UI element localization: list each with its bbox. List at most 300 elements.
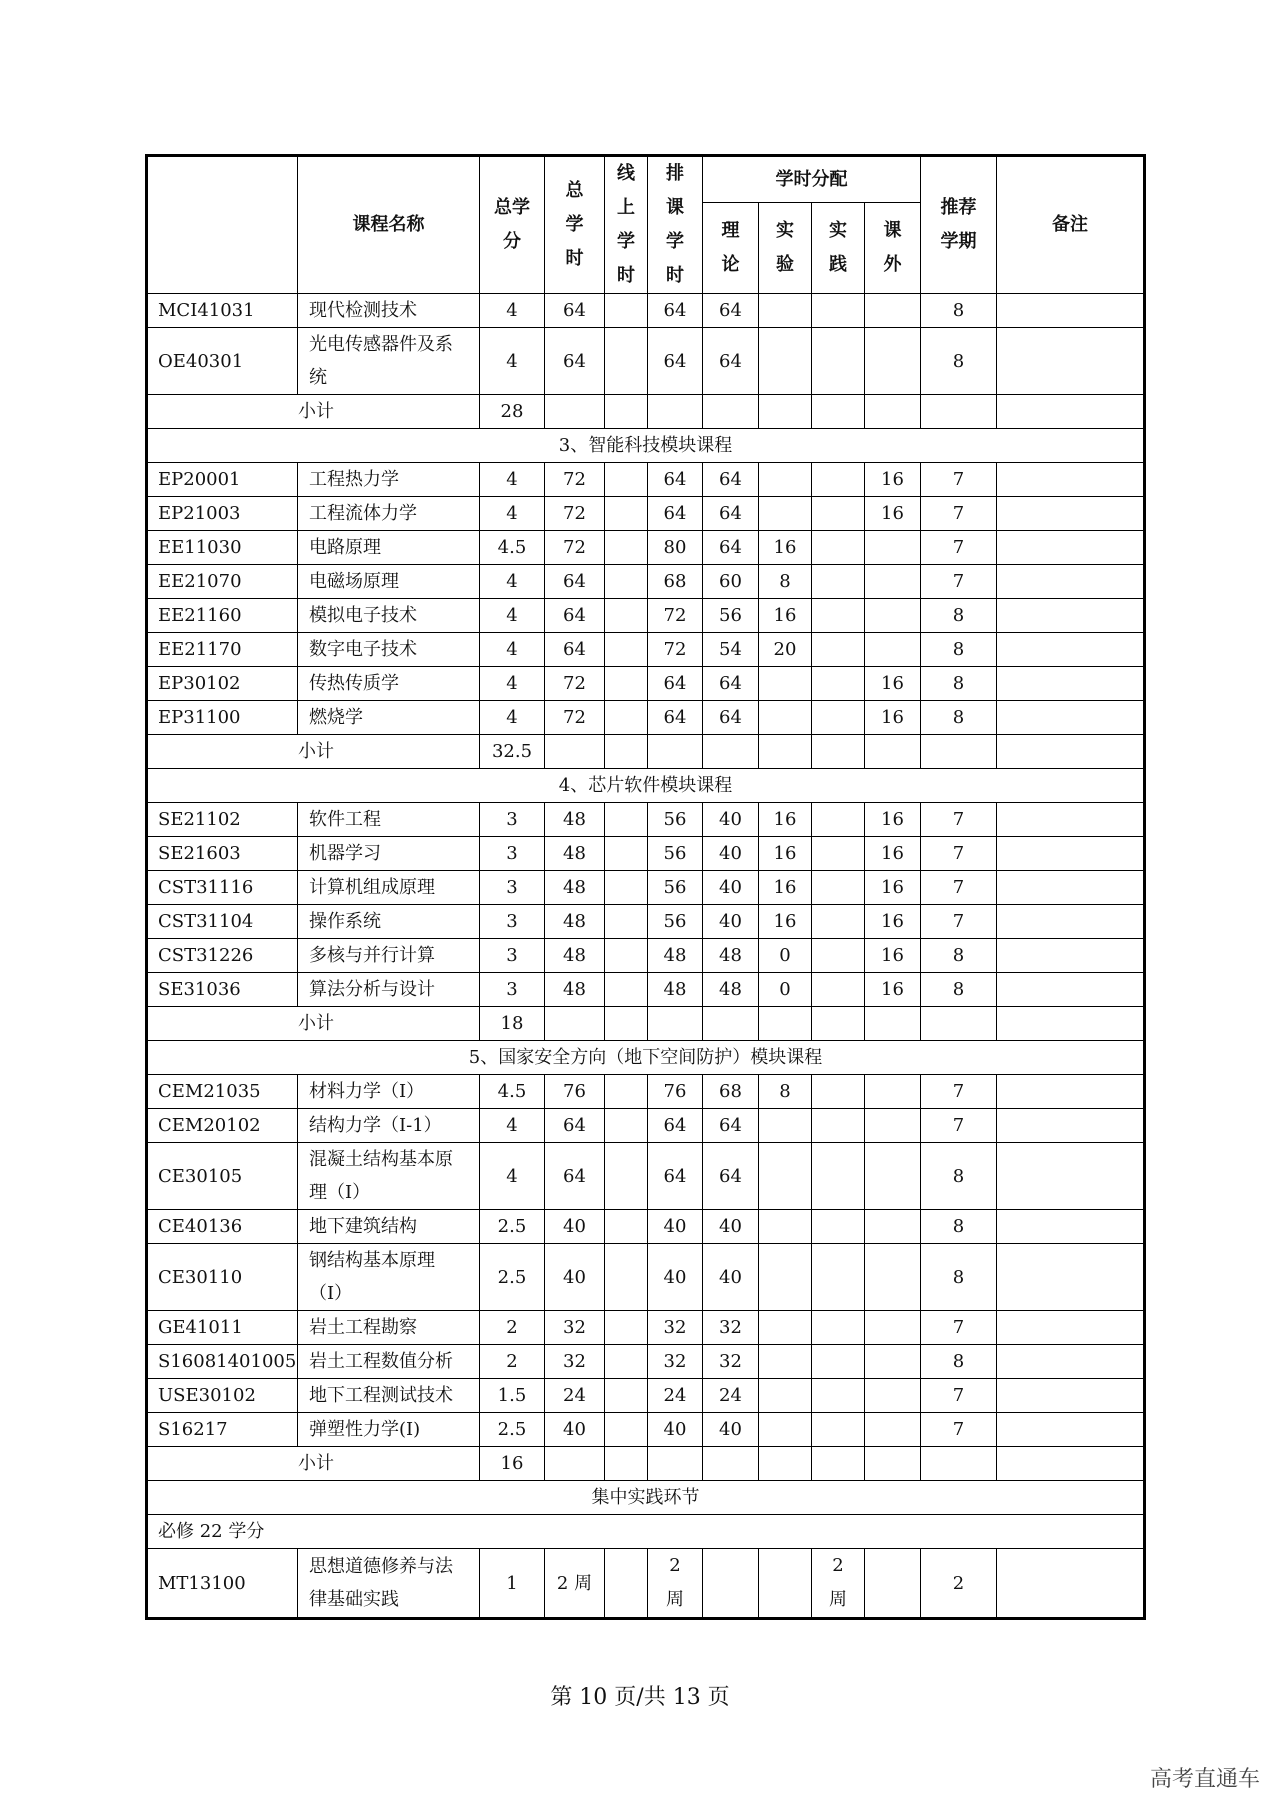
scheduled-hours-cell xyxy=(648,1549,703,1619)
semester-cell: 7 xyxy=(921,837,997,871)
empty-cell xyxy=(545,1447,605,1481)
extracurricular-cell xyxy=(865,1379,921,1413)
experiment-cell xyxy=(759,1143,812,1210)
scheduled-hours-cell: 64 xyxy=(648,294,703,328)
empty-cell xyxy=(545,1007,605,1041)
remarks-cell xyxy=(997,1549,1145,1619)
online-hours-cell xyxy=(605,328,648,395)
semester-cell: 7 xyxy=(921,1311,997,1345)
course-name: 工程热力学 xyxy=(298,463,480,497)
credits-cell: 2.5 xyxy=(480,1244,545,1311)
theory-cell: 48 xyxy=(703,973,759,1007)
empty-cell xyxy=(703,735,759,769)
subtotal-label: 小计 xyxy=(147,395,480,429)
experiment-cell xyxy=(759,1210,812,1244)
credits-cell: 4 xyxy=(480,497,545,531)
course-name: 多核与并行计算 xyxy=(298,939,480,973)
scheduled-hours-cell: 72 xyxy=(648,599,703,633)
semester-cell: 7 xyxy=(921,1109,997,1143)
scheduled-hours-cell: 48 xyxy=(648,939,703,973)
semester-cell: 8 xyxy=(921,939,997,973)
remarks-cell xyxy=(997,939,1145,973)
semester-cell: 8 xyxy=(921,294,997,328)
experiment-cell: 8 xyxy=(759,1075,812,1109)
remarks-cell xyxy=(997,1345,1145,1379)
scheduled-hours-cell: 64 xyxy=(648,701,703,735)
scheduled-hours-cell-line: 2 xyxy=(669,1555,681,1576)
credits-cell: 3 xyxy=(480,837,545,871)
experiment-cell xyxy=(759,1413,812,1447)
semester-cell: 7 xyxy=(921,905,997,939)
table-row xyxy=(147,1413,1145,1447)
subtotal-label: 小计 xyxy=(147,735,480,769)
course-code: CEM21035 xyxy=(147,1075,298,1109)
remarks-cell xyxy=(997,1379,1145,1413)
credits-cell: 4.5 xyxy=(480,531,545,565)
semester-cell: 8 xyxy=(921,701,997,735)
remarks-cell xyxy=(997,1075,1145,1109)
table-row xyxy=(147,328,1145,395)
experiment-cell xyxy=(759,701,812,735)
credits-cell: 4 xyxy=(480,328,545,395)
section-title: 3、智能科技模块课程 xyxy=(147,429,1145,463)
course-code: EE21070 xyxy=(147,565,298,599)
credits-cell: 4.5 xyxy=(480,1075,545,1109)
course-code: EP30102 xyxy=(147,667,298,701)
table-row xyxy=(147,1075,1145,1109)
online-hours-cell xyxy=(605,463,648,497)
theory-cell: 56 xyxy=(703,599,759,633)
semester-cell: 8 xyxy=(921,1210,997,1244)
semester-cell: 7 xyxy=(921,463,997,497)
online-hours-cell xyxy=(605,667,648,701)
credits-cell: 4 xyxy=(480,1143,545,1210)
experiment-cell: 16 xyxy=(759,905,812,939)
empty-cell xyxy=(759,1007,812,1041)
course-name-line: 思想道德修养与法 xyxy=(309,1556,453,1577)
empty-cell xyxy=(648,1447,703,1481)
practice-cell xyxy=(812,599,865,633)
semester-cell: 8 xyxy=(921,973,997,1007)
scheduled-hours-cell: 76 xyxy=(648,1075,703,1109)
extracurricular-cell xyxy=(865,1109,921,1143)
scheduled-hours-cell: 56 xyxy=(648,803,703,837)
course-name-line: 混凝土结构基本原 xyxy=(309,1149,453,1170)
experiment-cell: 8 xyxy=(759,565,812,599)
theory-cell: 64 xyxy=(703,294,759,328)
scheduled-hours-cell: 56 xyxy=(648,837,703,871)
total-hours-cell: 2 周 xyxy=(545,1549,605,1619)
practice-cell xyxy=(812,803,865,837)
scheduled-hours-cell: 40 xyxy=(648,1413,703,1447)
theory-cell: 40 xyxy=(703,1244,759,1311)
practice-cell xyxy=(812,667,865,701)
course-code: GE41011 xyxy=(147,1311,298,1345)
course-name: 地下建筑结构 xyxy=(298,1210,480,1244)
total-hours-cell: 72 xyxy=(545,497,605,531)
semester-cell: 7 xyxy=(921,565,997,599)
theory-cell: 60 xyxy=(703,565,759,599)
course-code: SE21102 xyxy=(147,803,298,837)
course-code: MT13100 xyxy=(147,1549,298,1619)
online-hours-cell xyxy=(605,531,648,565)
remarks-cell xyxy=(997,497,1145,531)
credits-cell: 3 xyxy=(480,973,545,1007)
table-row xyxy=(147,1109,1145,1143)
subtotal-credits: 32.5 xyxy=(480,735,545,769)
table-row xyxy=(147,1311,1145,1345)
scheduled-hours-cell: 32 xyxy=(648,1345,703,1379)
course-name: 弹塑性力学(I) xyxy=(298,1413,480,1447)
empty-cell xyxy=(921,735,997,769)
empty-cell xyxy=(605,1007,648,1041)
credits-cell: 3 xyxy=(480,871,545,905)
empty-cell xyxy=(703,395,759,429)
scheduled-hours-cell: 64 xyxy=(648,497,703,531)
course-name: 岩土工程数值分析 xyxy=(298,1345,480,1379)
online-hours-cell xyxy=(605,1549,648,1619)
credits-cell: 3 xyxy=(480,803,545,837)
header-theory: 理论 xyxy=(703,203,759,294)
practice-cell xyxy=(812,1143,865,1210)
course-name: 材料力学（I） xyxy=(298,1075,480,1109)
remarks-cell xyxy=(997,565,1145,599)
empty-cell xyxy=(865,1007,921,1041)
online-hours-cell xyxy=(605,565,648,599)
course-name: 地下工程测试技术 xyxy=(298,1379,480,1413)
theory-cell: 64 xyxy=(703,667,759,701)
remarks-cell xyxy=(997,837,1145,871)
total-hours-cell: 64 xyxy=(545,633,605,667)
scheduled-hours-cell: 24 xyxy=(648,1379,703,1413)
theory-cell: 64 xyxy=(703,531,759,565)
experiment-cell: 16 xyxy=(759,599,812,633)
table-row xyxy=(147,599,1145,633)
theory-cell: 48 xyxy=(703,939,759,973)
course-name: 电磁场原理 xyxy=(298,565,480,599)
practice-cell xyxy=(812,1075,865,1109)
theory-cell: 40 xyxy=(703,803,759,837)
practice-cell xyxy=(812,1549,865,1619)
total-hours-cell: 48 xyxy=(545,837,605,871)
course-name-line: （I） xyxy=(309,1283,353,1304)
extracurricular-cell xyxy=(865,1244,921,1311)
course-code: S16217 xyxy=(147,1413,298,1447)
extracurricular-cell xyxy=(865,599,921,633)
empty-cell xyxy=(812,1007,865,1041)
semester-cell: 7 xyxy=(921,1075,997,1109)
course-name: 燃烧学 xyxy=(298,701,480,735)
practice-cell xyxy=(812,565,865,599)
page-number: 第 10 页/共 13 页 xyxy=(550,1685,730,1710)
theory-cell: 54 xyxy=(703,633,759,667)
scheduled-hours-cell: 64 xyxy=(648,463,703,497)
table-row xyxy=(147,871,1145,905)
experiment-cell xyxy=(759,1345,812,1379)
extracurricular-cell xyxy=(865,1311,921,1345)
total-hours-cell: 40 xyxy=(545,1210,605,1244)
experiment-cell xyxy=(759,497,812,531)
course-code: CST31116 xyxy=(147,871,298,905)
theory-cell: 64 xyxy=(703,701,759,735)
experiment-cell xyxy=(759,463,812,497)
remarks-cell xyxy=(997,701,1145,735)
online-hours-cell xyxy=(605,633,648,667)
extracurricular-cell: 16 xyxy=(865,701,921,735)
course-code: SE21603 xyxy=(147,837,298,871)
table-row xyxy=(147,1379,1145,1413)
table-row xyxy=(147,905,1145,939)
course-name: 岩土工程勘察 xyxy=(298,1311,480,1345)
extracurricular-cell: 16 xyxy=(865,939,921,973)
subtotal-row xyxy=(147,1007,1145,1041)
section-row xyxy=(147,1481,1145,1515)
total-hours-cell: 76 xyxy=(545,1075,605,1109)
header-practice: 实践 xyxy=(812,203,865,294)
table-row xyxy=(147,803,1145,837)
remarks-cell xyxy=(997,599,1145,633)
course-name xyxy=(298,1143,480,1210)
semester-cell: 7 xyxy=(921,1413,997,1447)
empty-cell xyxy=(703,1007,759,1041)
header-semester: 推荐学期 xyxy=(921,156,997,294)
course-name: 算法分析与设计 xyxy=(298,973,480,1007)
experiment-cell: 0 xyxy=(759,939,812,973)
remarks-cell xyxy=(997,1311,1145,1345)
credits-cell: 1 xyxy=(480,1549,545,1619)
course-code: CEM20102 xyxy=(147,1109,298,1143)
credits-cell: 4 xyxy=(480,294,545,328)
extracurricular-cell: 16 xyxy=(865,667,921,701)
extracurricular-cell xyxy=(865,328,921,395)
empty-cell xyxy=(812,735,865,769)
theory-cell: 64 xyxy=(703,463,759,497)
practice-cell xyxy=(812,1379,865,1413)
online-hours-cell xyxy=(605,599,648,633)
experiment-cell: 0 xyxy=(759,973,812,1007)
total-hours-cell: 72 xyxy=(545,667,605,701)
subtotal-label: 小计 xyxy=(147,1007,480,1041)
table-row xyxy=(147,294,1145,328)
scheduled-hours-cell: 56 xyxy=(648,871,703,905)
section-title: 4、芯片软件模块课程 xyxy=(147,769,1145,803)
experiment-cell: 16 xyxy=(759,871,812,905)
credits-cell: 4 xyxy=(480,667,545,701)
table-row xyxy=(147,1210,1145,1244)
empty-cell xyxy=(921,1007,997,1041)
experiment-cell: 20 xyxy=(759,633,812,667)
remarks-cell xyxy=(997,973,1145,1007)
practice-cell xyxy=(812,1413,865,1447)
credits-cell: 2.5 xyxy=(480,1413,545,1447)
empty-cell xyxy=(921,395,997,429)
course-name: 工程流体力学 xyxy=(298,497,480,531)
total-hours-cell: 64 xyxy=(545,565,605,599)
empty-cell xyxy=(648,735,703,769)
online-hours-cell xyxy=(605,973,648,1007)
online-hours-cell xyxy=(605,1311,648,1345)
remarks-cell xyxy=(997,1210,1145,1244)
section-title: 5、国家安全方向（地下空间防护）模块课程 xyxy=(147,1041,1145,1075)
extracurricular-cell xyxy=(865,1549,921,1619)
experiment-cell xyxy=(759,1244,812,1311)
course-name: 电路原理 xyxy=(298,531,480,565)
scheduled-hours-cell: 72 xyxy=(648,633,703,667)
extracurricular-cell xyxy=(865,1413,921,1447)
header-code-cell xyxy=(147,156,298,294)
credits-cell: 4 xyxy=(480,565,545,599)
scheduled-hours-cell: 56 xyxy=(648,905,703,939)
theory-cell: 40 xyxy=(703,1210,759,1244)
empty-cell xyxy=(648,1007,703,1041)
empty-cell xyxy=(997,1447,1145,1481)
total-hours-cell: 48 xyxy=(545,871,605,905)
total-hours-cell: 48 xyxy=(545,939,605,973)
table-row xyxy=(147,565,1145,599)
empty-cell xyxy=(605,735,648,769)
extracurricular-cell xyxy=(865,1210,921,1244)
online-hours-cell xyxy=(605,1345,648,1379)
course-name: 结构力学（I-1） xyxy=(298,1109,480,1143)
header-row-1 xyxy=(147,156,1145,203)
remarks-cell xyxy=(997,905,1145,939)
subtotal-credits: 16 xyxy=(480,1447,545,1481)
credits-cell: 4 xyxy=(480,701,545,735)
semester-cell: 2 xyxy=(921,1549,997,1619)
header-experiment: 实验 xyxy=(759,203,812,294)
table-row xyxy=(147,973,1145,1007)
empty-cell xyxy=(812,1447,865,1481)
extracurricular-cell: 16 xyxy=(865,803,921,837)
online-hours-cell xyxy=(605,1210,648,1244)
subtotal-row xyxy=(147,1447,1145,1481)
empty-cell xyxy=(997,1007,1145,1041)
online-hours-cell xyxy=(605,871,648,905)
empty-cell xyxy=(997,395,1145,429)
course-code: CE40136 xyxy=(147,1210,298,1244)
practice-cell xyxy=(812,871,865,905)
total-hours-cell: 24 xyxy=(545,1379,605,1413)
theory-cell: 68 xyxy=(703,1075,759,1109)
header-remarks: 备注 xyxy=(997,156,1145,294)
header-course-name: 课程名称 xyxy=(298,156,480,294)
practice-cell-line: 2 xyxy=(832,1555,844,1576)
course-name: 机器学习 xyxy=(298,837,480,871)
total-hours-cell: 48 xyxy=(545,803,605,837)
header-online-hours: 线上学时 xyxy=(605,156,648,294)
course-code: S16081401005 xyxy=(147,1345,298,1379)
empty-cell xyxy=(545,735,605,769)
online-hours-cell xyxy=(605,701,648,735)
practice-cell xyxy=(812,1210,865,1244)
practice-cell xyxy=(812,939,865,973)
practice-cell xyxy=(812,837,865,871)
empty-cell xyxy=(997,735,1145,769)
online-hours-cell xyxy=(605,939,648,973)
total-hours-cell: 32 xyxy=(545,1345,605,1379)
practice-cell xyxy=(812,328,865,395)
extracurricular-cell xyxy=(865,531,921,565)
table-row xyxy=(147,531,1145,565)
semester-cell: 8 xyxy=(921,328,997,395)
course-code: CST31226 xyxy=(147,939,298,973)
practice-cell xyxy=(812,1244,865,1311)
remarks-cell xyxy=(997,1143,1145,1210)
course-name-line: 光电传感器件及系 xyxy=(309,334,453,355)
extracurricular-cell: 16 xyxy=(865,973,921,1007)
table-row xyxy=(147,1345,1145,1379)
course-name-line: 理（I） xyxy=(309,1182,371,1203)
header-scheduled-hours: 排课学时 xyxy=(648,156,703,294)
theory-cell: 24 xyxy=(703,1379,759,1413)
course-name: 软件工程 xyxy=(298,803,480,837)
header-extracurricular: 课外 xyxy=(865,203,921,294)
table-body xyxy=(147,294,1145,1619)
empty-cell xyxy=(545,395,605,429)
course-name: 现代检测技术 xyxy=(298,294,480,328)
credits-cell: 4 xyxy=(480,599,545,633)
section-row xyxy=(147,1041,1145,1075)
subtotal-label: 小计 xyxy=(147,1447,480,1481)
experiment-cell xyxy=(759,667,812,701)
remarks-cell xyxy=(997,1413,1145,1447)
remarks-cell xyxy=(997,803,1145,837)
remarks-cell xyxy=(997,531,1145,565)
course-code: EE21160 xyxy=(147,599,298,633)
extracurricular-cell: 16 xyxy=(865,871,921,905)
extracurricular-cell xyxy=(865,633,921,667)
course-name xyxy=(298,1549,480,1619)
practice-cell xyxy=(812,294,865,328)
extracurricular-cell xyxy=(865,1143,921,1210)
watermark-text: 高考直通车 xyxy=(1149,1767,1260,1792)
semester-cell: 8 xyxy=(921,633,997,667)
extracurricular-cell: 16 xyxy=(865,905,921,939)
course-code: OE40301 xyxy=(147,328,298,395)
semester-cell: 8 xyxy=(921,1345,997,1379)
course-code: CST31104 xyxy=(147,905,298,939)
course-name xyxy=(298,1244,480,1311)
remarks-cell xyxy=(997,1109,1145,1143)
table-row xyxy=(147,497,1145,531)
subtotal-credits: 28 xyxy=(480,395,545,429)
online-hours-cell xyxy=(605,497,648,531)
theory-cell: 64 xyxy=(703,1143,759,1210)
credits-cell: 4 xyxy=(480,463,545,497)
total-hours-cell: 48 xyxy=(545,905,605,939)
empty-cell xyxy=(865,1447,921,1481)
empty-cell xyxy=(812,395,865,429)
empty-cell xyxy=(865,395,921,429)
experiment-cell xyxy=(759,1311,812,1345)
header-total-credits: 总学分 xyxy=(480,156,545,294)
practice-cell xyxy=(812,633,865,667)
experiment-cell xyxy=(759,1549,812,1619)
experiment-cell: 16 xyxy=(759,531,812,565)
empty-cell xyxy=(605,1447,648,1481)
table-row xyxy=(147,939,1145,973)
online-hours-cell xyxy=(605,905,648,939)
total-hours-cell: 64 xyxy=(545,294,605,328)
curriculum-table xyxy=(145,154,1146,1620)
credits-cell: 4 xyxy=(480,1109,545,1143)
online-hours-cell xyxy=(605,1109,648,1143)
total-hours-cell: 64 xyxy=(545,1143,605,1210)
practice-cell xyxy=(812,1311,865,1345)
scheduled-hours-cell: 32 xyxy=(648,1311,703,1345)
experiment-cell xyxy=(759,328,812,395)
remarks-cell xyxy=(997,667,1145,701)
